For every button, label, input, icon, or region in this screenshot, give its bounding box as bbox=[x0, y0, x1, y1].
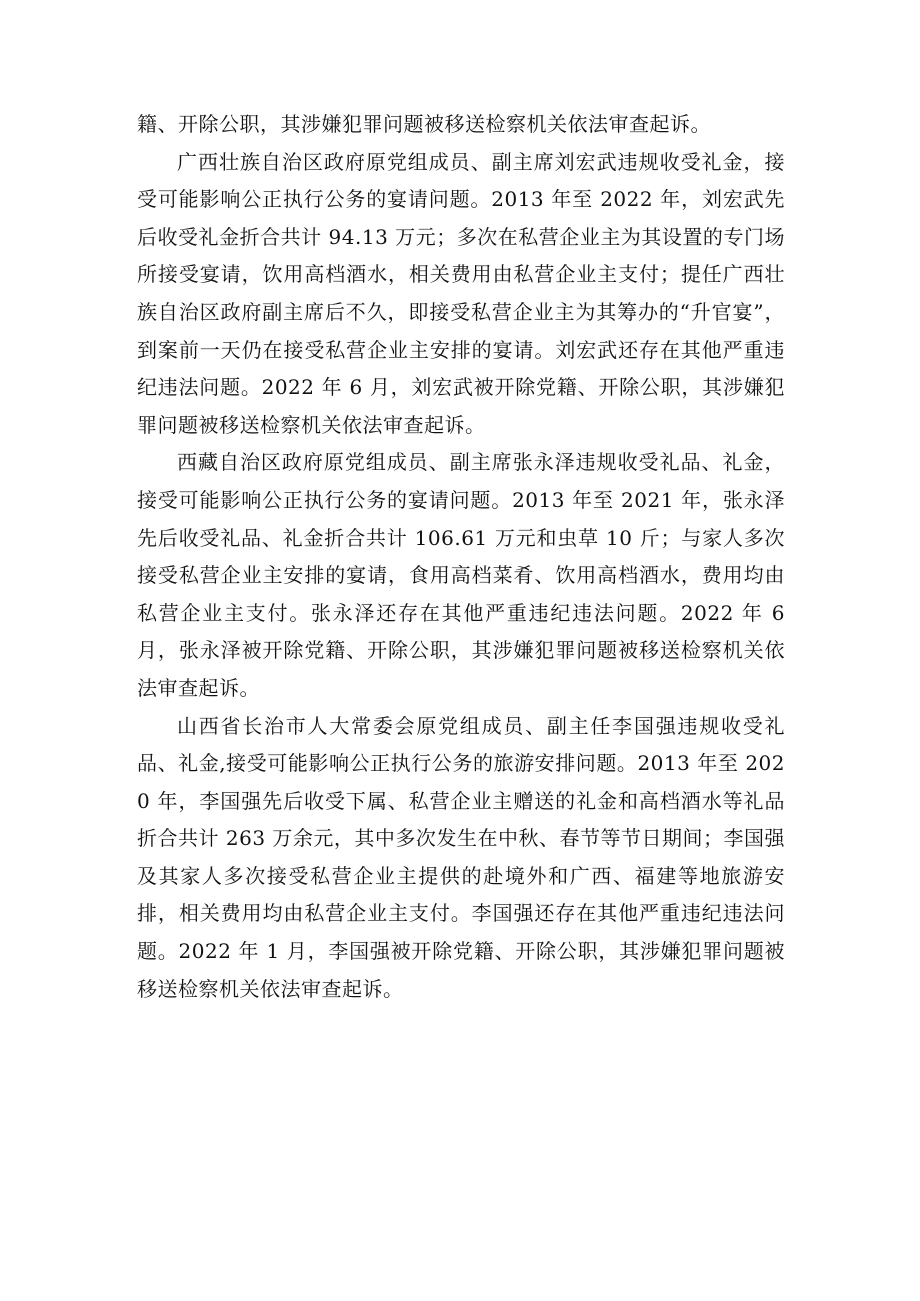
paragraph-4: 山西省长治市人大常委会原党组成员、副主任李国强违规收受礼品、礼金,接受可能影响公正执行公务的旅游安排问题。2013 年至 2020 年，李国强先后收受下属、私营企业主赠送的礼金和高档酒水等礼品折合共计 263 万余元，其中多次发生在中秋、春节等节日期间；李国强及其家人多次接受私营企业主提供的赴境外和广西、福建等地旅游安排，相关费用均由私营企业主支付。李国强还存在其他严重违纪违法问题。2022 年 1 月，李国强被开除党籍、开除公职，其涉嫌犯罪问题被移送检察机关依法审查起诉。 bbox=[137, 713, 785, 1001]
paragraph-2: 广西壮族自治区政府原党组成员、副主席刘宏武违规收受礼金，接受可能影响公正执行公务的宴请问题。2013 年至 2022 年，刘宏武先后收受礼金折合共计 94.13 万元；多次在私营企业主为其设置的专门场所接受宴请，饮用高档酒水，相关费用由私营企业主支付；提任广西壮族自治区政府副主席后不久，即接受私营企业主为其筹办的“升官宴”，到案前一天仍在接受私营企业主安排的宴请。刘宏武还存在其他严重违纪违法问题。2022 年 6 月，刘宏武被开除党籍、开除公职，其涉嫌犯罪问题被移送检察机关依法审查起诉。 bbox=[137, 149, 785, 437]
paragraph-3: 西藏自治区政府原党组成员、副主席张永泽违规收受礼品、礼金，接受可能影响公正执行公务的宴请问题。2013 年至 2021 年，张永泽先后收受礼品、礼金折合共计 106.61 万元和虫草 10 斤；与家人多次接受私营企业主安排的宴请，食用高档菜肴、饮用高档酒水，费用均由私营企业主支付。张永泽还存在其他严重违纪违法问题。2022 年 6 月，张永泽被开除党籍、开除公职，其涉嫌犯罪问题被移送检察机关依法审查起诉。 bbox=[137, 450, 785, 700]
paragraph-1: 籍、开除公职，其涉嫌犯罪问题被移送检察机关依法审查起诉。 bbox=[137, 112, 711, 136]
